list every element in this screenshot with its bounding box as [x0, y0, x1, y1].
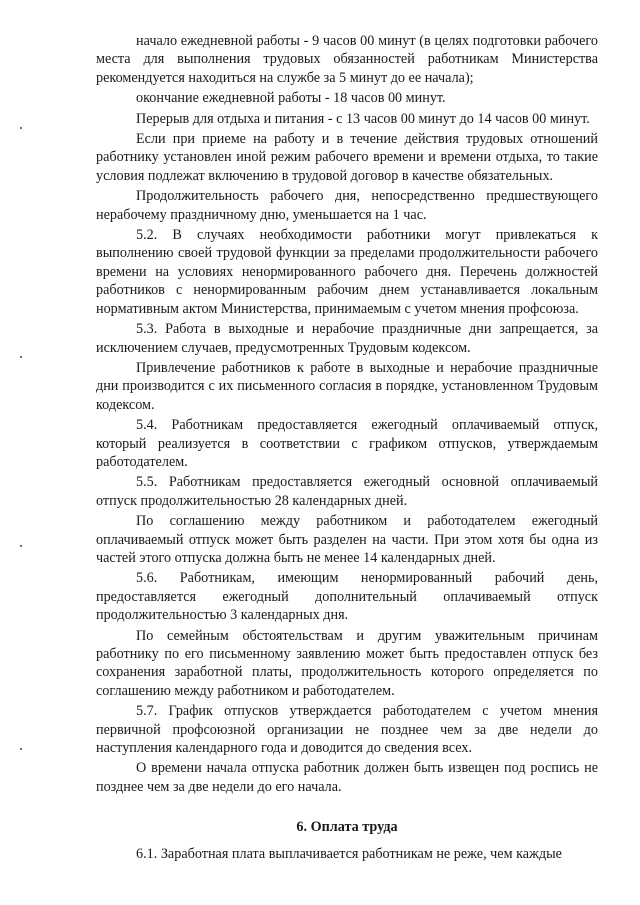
paragraph-preholiday: Продолжительность рабочего дня, непосредственно предшествующего нерабочему праздничному дню, уменьшается на 1 час.: [96, 188, 598, 223]
paragraph-holiday-work: Привлечение работников к работе в выходные и нерабочие праздничные дни производится с их письменного согласия в порядке, установленном Трудовым кодексом.: [96, 359, 598, 413]
paragraph-break: Перерыв для отдыха и питания - с 13 часов 00 минут до 14 часов 00 минут.: [136, 110, 590, 127]
paragraph-5-3: 5.3. Работа в выходные и нерабочие праздничные дни запрещается, за исключением случаев, предусмотренных Трудовым кодексом.: [96, 321, 598, 356]
paragraph-5-6: 5.6. Работникам, имеющим ненормированный рабочий день, предоставляется ежегодный дополнительный оплачиваемый отпуск продолжительностью 3 календарных дня.: [96, 570, 598, 624]
paragraph-work-start: начало ежедневной работы - 9 часов 00 минут (в целях подготовки рабочего места для выполнения трудовых обязанностей работникам Министерства рекомендуется находиться на службе за 5 минут до ее начала);: [96, 33, 598, 86]
margin-mark: [20, 356, 22, 358]
paragraph-5-5: 5.5. Работникам предоставляется ежегодный основной оплачиваемый отпуск продолжительностью 28 календарных дней.: [96, 474, 598, 509]
paragraph-5-7: 5.7. График отпусков утверждается работодателем с учетом мнения первичной профсоюзной организации не позднее чем за две недели до наступления календарного года и доводится до сведения всех.: [96, 703, 598, 757]
paragraph-work-end: окончание ежедневной работы - 18 часов 00 минут.: [136, 90, 446, 107]
section-heading: 6. Оплата труда: [296, 819, 398, 836]
paragraph-vacation-notice: О времени начала отпуска работник должен быть извещен под роспись не позднее чем за две недели до его начала.: [96, 760, 598, 795]
paragraph-other-regime: Если при приеме на работу и в течение действия трудовых отношений работнику установлен иной режим рабочего времени и времени отдыха, то такие условия подлежат включению в трудовой договор в качестве обязательных.: [96, 131, 598, 184]
paragraph-5-2: 5.2. В случаях необходимости работники могут привлекаться к выполнению своей трудовой функции за пределами продолжительности рабочего времени на условиях ненормированного рабочего дня. Перечень должностей работников с ненормированным рабочим днем устанавливается локальным нормативным актом Министерства, принимаемым с учетом мнения профсоюза.: [96, 227, 598, 317]
margin-mark: [20, 127, 22, 129]
paragraph-5-4: 5.4. Работникам предоставляется ежегодный оплачиваемый отпуск, который реализуется в соответствии с графиком отпусков, утверждаемым работодателем.: [96, 417, 598, 470]
paragraph-6-1: 6.1. Заработная плата выплачивается работникам не реже, чем каждые: [136, 845, 562, 862]
document-body: [96, 32, 598, 865]
margin-mark: [20, 545, 22, 547]
paragraph-unpaid-leave: По семейным обстоятельствам и другим уважительным причинам работнику по его письменному заявлению может быть предоставлен отпуск без сохранения заработной платы, продолжительность которого определяется по соглашению между работником и работодателем.: [96, 627, 598, 699]
paragraph-vacation-split: По соглашению между работником и работодателем ежегодный оплачиваемый отпуск может быть разделен на части. При этом хотя бы одна из частей этого отпуска должна быть не менее 14 календарных дней.: [96, 513, 598, 566]
margin-mark: [20, 748, 22, 750]
